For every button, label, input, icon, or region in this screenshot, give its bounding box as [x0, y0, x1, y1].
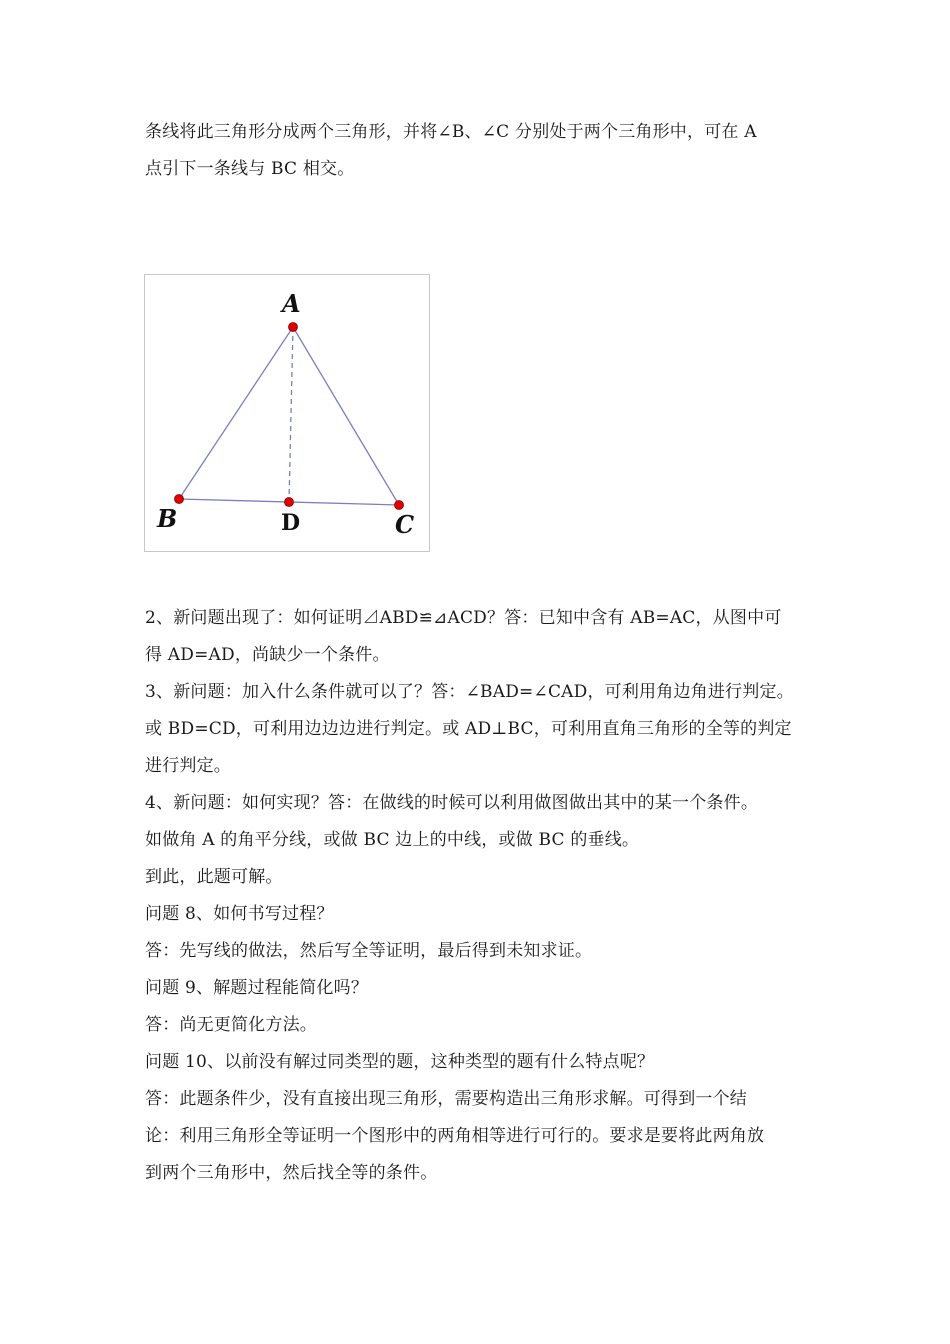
- p4-line-1: 4、新问题：如何实现？答：在做线的时候可以利用做图做出其中的某一个条件。: [145, 793, 759, 813]
- label-d: D: [281, 510, 301, 536]
- triangle-figure: [144, 274, 430, 552]
- p3-line-1: 3、新问题：加入什么条件就可以了？答：∠BAD=∠CAD，可利用角边角进行判定。: [145, 682, 794, 702]
- a10-line-3: 到两个三角形中，然后找全等的条件。: [145, 1163, 438, 1183]
- side-ac: [293, 327, 399, 505]
- p2-line-2: 得 AD=AD，尚缺少一个条件。: [145, 645, 390, 665]
- segment-ad: [289, 327, 293, 502]
- label-b: B: [157, 504, 178, 533]
- intro-line-2: 点引下一条线与 BC 相交。: [145, 159, 355, 179]
- label-c: C: [395, 510, 415, 539]
- p3-line-3: 进行判定。: [145, 756, 231, 776]
- a10-line-1: 答：此题条件少，没有直接出现三角形，需要构造出三角形求解。可得到一个结: [145, 1089, 747, 1109]
- p3-line-2: 或 BD=CD，可利用边边边进行判定。或 AD⊥BC，可利用直角三角形的全等的判定: [145, 719, 792, 739]
- point-b: [175, 495, 184, 504]
- a8-line: 答：先写线的做法，然后写全等证明，最后得到未知求证。: [145, 941, 593, 961]
- p4-line-2: 如做角 A 的角平分线，或做 BC 边上的中线，或做 BC 的垂线。: [145, 830, 640, 850]
- q9-line: 问题 9、解题过程能简化吗？: [145, 978, 369, 998]
- q8-line: 问题 8、如何书写过程？: [145, 904, 334, 924]
- point-d: [285, 498, 294, 507]
- q10-line: 问题 10、以前没有解过同类型的题，这种类型的题有什么特点呢？: [145, 1052, 655, 1072]
- side-ab: [179, 327, 293, 499]
- a10-line-2: 论：利用三角形全等证明一个图形中的两角相等进行可行的。要求是要将此两角放: [145, 1126, 765, 1146]
- point-a: [289, 323, 298, 332]
- a9-line: 答：尚无更简化方法。: [145, 1015, 317, 1035]
- triangle-diagram: [145, 275, 431, 553]
- label-a: A: [282, 289, 301, 318]
- intro-line-1: 条线将此三角形分成两个三角形，并将∠B、∠C 分别处于两个三角形中，可在 A: [145, 122, 757, 142]
- p2-line-1: 2、新问题出现了：如何证明⊿ABD≌⊿ACD？答：已知中含有 AB=AC，从图中可: [145, 608, 782, 628]
- point-c: [395, 501, 404, 510]
- p5-line-1: 到此，此题可解。: [145, 867, 283, 887]
